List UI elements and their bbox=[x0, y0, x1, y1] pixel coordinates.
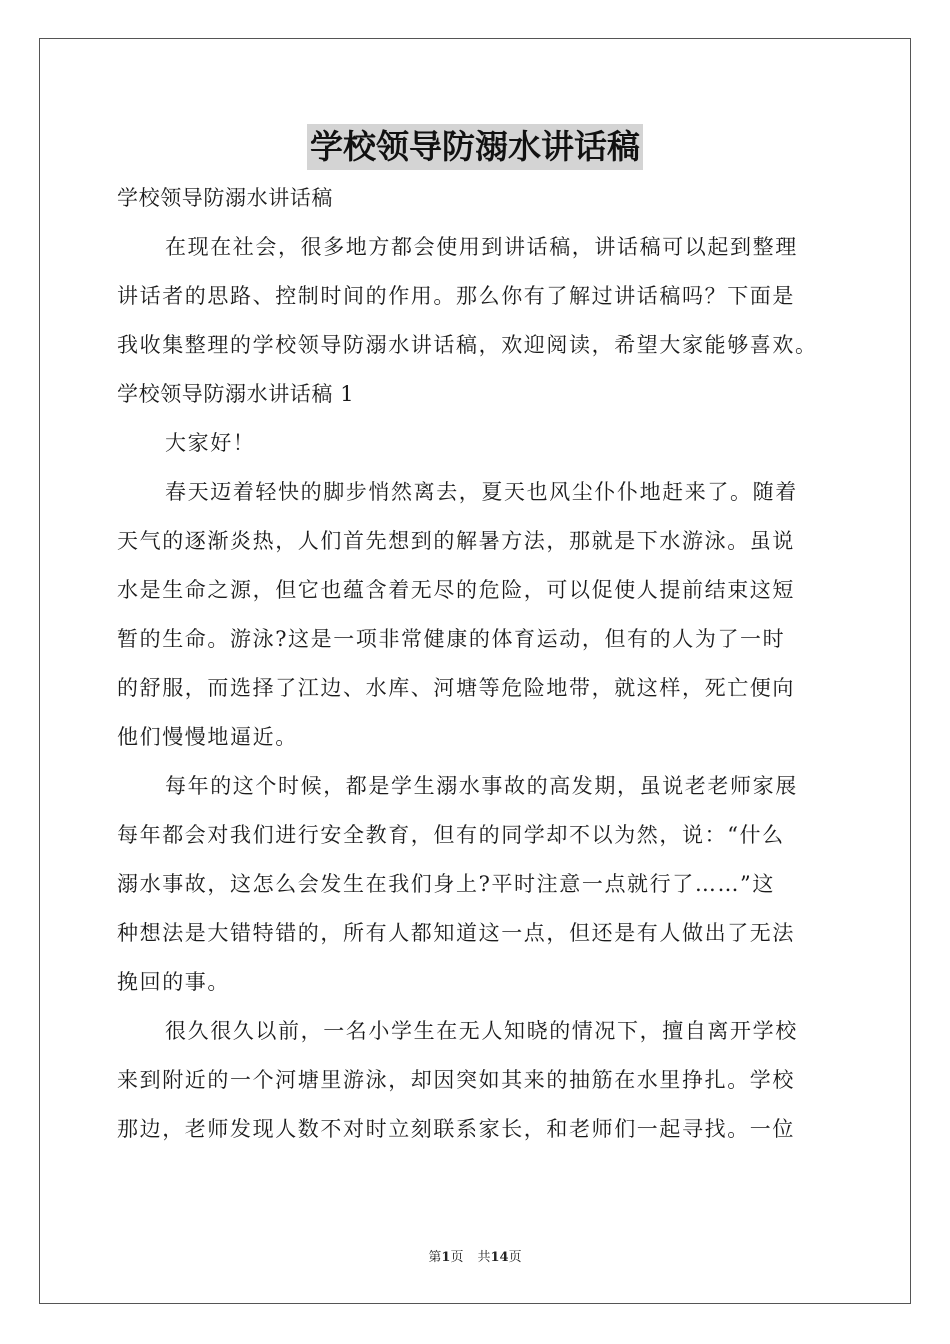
paragraph-line: 种想法是大错特错的，所有人都知道这一点，但还是有人做出了无法 bbox=[117, 921, 795, 945]
current-page-number: 1 bbox=[441, 1250, 451, 1265]
title-area bbox=[0, 124, 950, 170]
paragraph-line: 天气的逐渐炎热，人们首先想到的解暑方法，那就是下水游泳。虽说 bbox=[117, 529, 795, 553]
intro-paragraph bbox=[117, 223, 835, 370]
paragraph-line: 水是生命之源，但它也蕴含着无尽的危险，可以促使人提前结束这短 bbox=[117, 578, 795, 602]
paragraph-line: 每年的这个时候，都是学生溺水事故的高发期，虽说老老师家展 bbox=[165, 774, 798, 798]
paragraph-line: 暂的生命。游泳?这是一项非常健康的体育运动，但有的人为了一时 bbox=[117, 627, 786, 651]
paragraph-line: 春天迈着轻快的脚步悄然离去，夏天也风尘仆仆地赶来了。随着 bbox=[165, 480, 798, 504]
paragraph-2 bbox=[117, 762, 835, 1007]
total-label-prefix: 共 bbox=[477, 1250, 491, 1265]
page-footer bbox=[0, 1246, 950, 1265]
paragraph-line: 在现在社会，很多地方都会使用到讲话稿，讲话稿可以起到整理 bbox=[165, 235, 798, 259]
paragraph-line: 讲话者的思路、控制时间的作用。那么你有了解过讲话稿吗？下面是 bbox=[117, 284, 795, 308]
section-heading: 学校领导防溺水讲话稿 1 bbox=[117, 382, 355, 406]
greeting: 大家好！ bbox=[165, 431, 256, 455]
total-label-suffix: 页 bbox=[508, 1250, 522, 1265]
paragraph-3 bbox=[117, 1007, 835, 1154]
paragraph-line: 很久很久以前，一名小学生在无人知晓的情况下，擅自离开学校 bbox=[165, 1019, 798, 1043]
paragraph-line: 溺水事故，这怎么会发生在我们身上?平时注意一点就行了……”这 bbox=[117, 872, 775, 896]
paragraph-line: 的舒服，而选择了江边、水库、河塘等危险地带，就这样，死亡便向 bbox=[117, 676, 795, 700]
paragraph-line: 那边，老师发现人数不对时立刻联系家长，和老师们一起寻找。一位 bbox=[117, 1117, 795, 1141]
paragraph-line: 每年都会对我们进行安全教育，但有的同学却不以为然，说：“什么 bbox=[117, 823, 785, 847]
document-body bbox=[117, 174, 835, 1154]
total-page-count: 14 bbox=[490, 1250, 509, 1265]
page-label-suffix: 页 bbox=[450, 1250, 464, 1265]
subtitle: 学校领导防溺水讲话稿 bbox=[117, 186, 333, 210]
paragraph-line: 他们慢慢地逼近。 bbox=[117, 725, 298, 749]
paragraph-line: 我收集整理的学校领导防溺水讲话稿，欢迎阅读，希望大家能够喜欢。 bbox=[117, 333, 818, 357]
paragraph-line: 挽回的事。 bbox=[117, 970, 230, 994]
paragraph-line: 来到附近的一个河塘里游泳，却因突如其来的抽筋在水里挣扎。学校 bbox=[117, 1068, 795, 1092]
page-label-prefix: 第 bbox=[428, 1250, 442, 1265]
document-title: 学校领导防溺水讲话稿 bbox=[307, 124, 643, 170]
paragraph-1 bbox=[117, 468, 835, 762]
